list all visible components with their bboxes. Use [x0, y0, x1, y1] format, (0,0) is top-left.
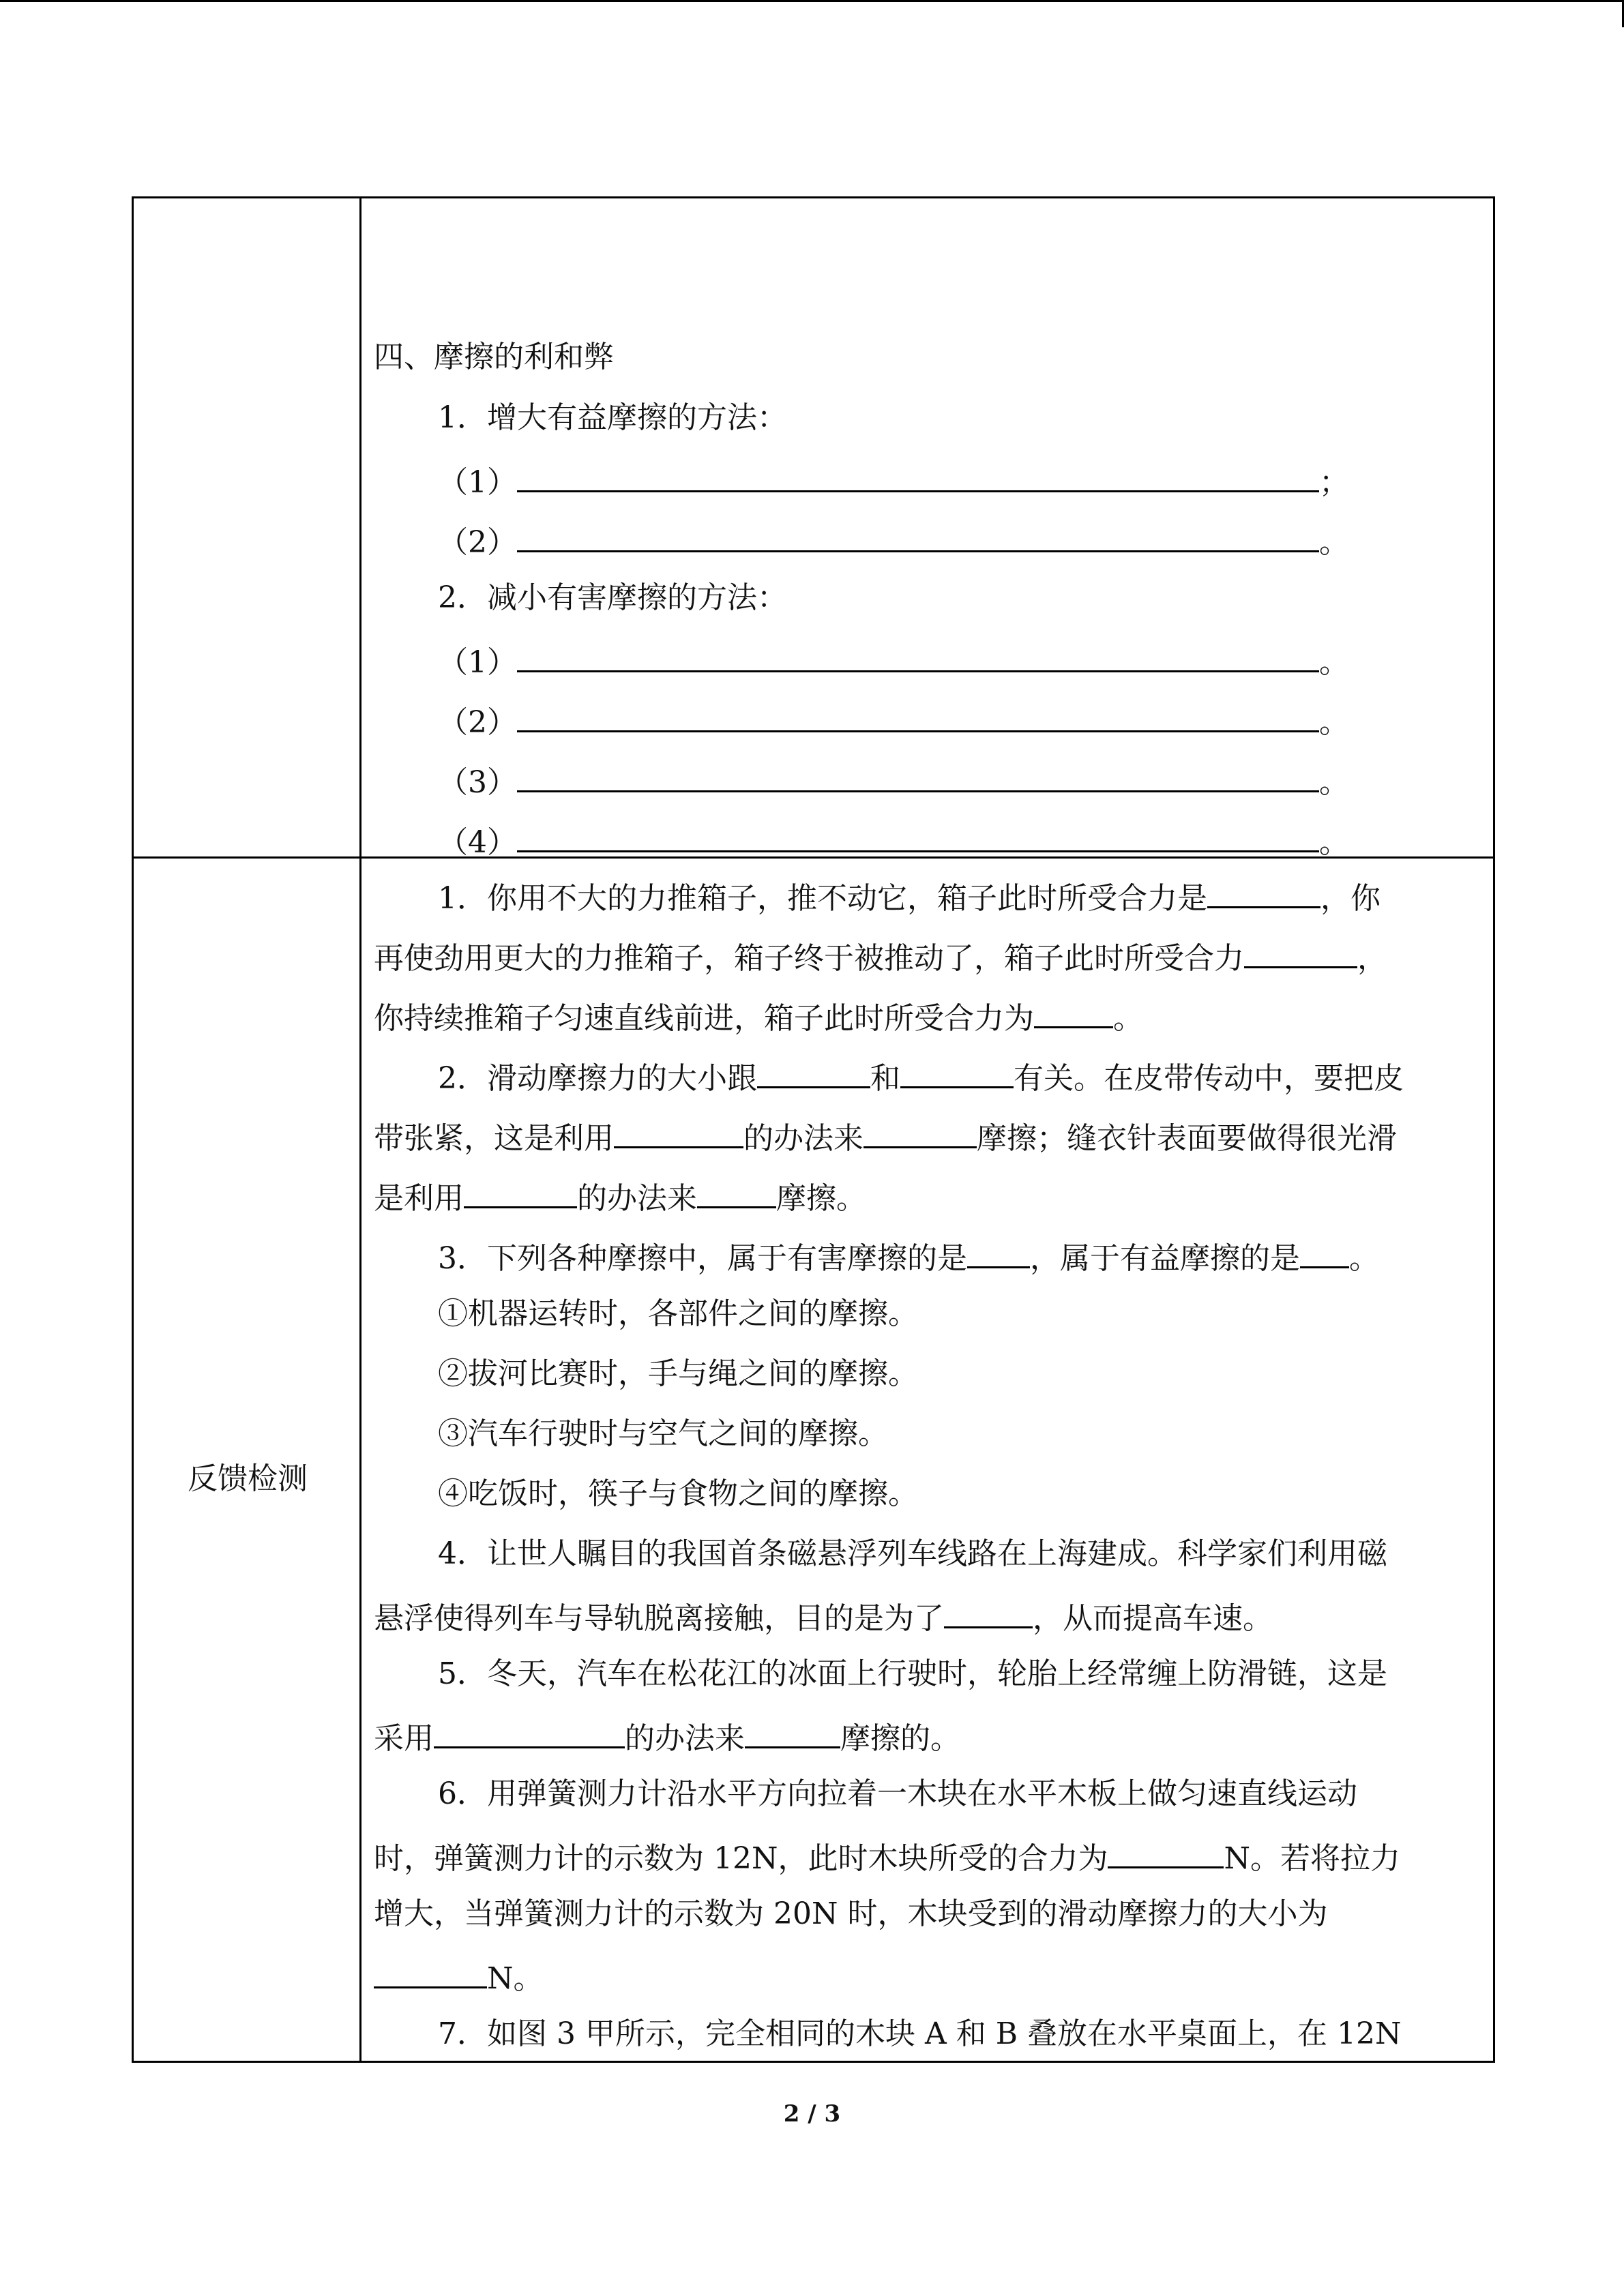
row-label-feedback: 反馈检测: [188, 1461, 308, 1496]
page-top-border: [0, 0, 1624, 2]
worksheet-table: [132, 196, 1495, 2063]
text-line: 带张紧，这是利用 的办法来 摩擦；缝衣针表面要做得很光滑: [374, 1114, 1397, 1159]
answer-blank[interactable]: [434, 1714, 625, 1748]
answer-blank[interactable]: [1108, 1834, 1224, 1868]
content-cell-friction: [361, 198, 1494, 858]
list-item: （3） 。: [438, 758, 1349, 803]
list-item: ③汽车行驶时与空气之间的摩擦。: [438, 1416, 888, 1451]
question-title: 2．减小有害摩擦的方法：: [438, 580, 787, 615]
content-cell-feedback: [361, 858, 1494, 2062]
text-line: 7．如图 3 甲所示，完全相同的木块 A 和 B 叠放在水平桌面上，在 12N: [438, 2016, 1402, 2051]
label-cell-empty: [133, 198, 361, 858]
text-line: 2．滑动摩擦力的大小跟 和 有关。在皮带传动中，要把皮: [438, 1054, 1404, 1099]
page-number: 2 / 3: [783, 2100, 841, 2128]
answer-blank[interactable]: [517, 818, 1319, 852]
text-line: 5．冬天，汽车在松花江的冰面上行驶时，轮胎上经常缠上防滑链，这是: [438, 1656, 1387, 1691]
answer-blank[interactable]: [697, 1174, 776, 1208]
list-item: （2） 。: [438, 698, 1349, 743]
text-line: 1．你用不大的力推箱子，推不动它，箱子此时所受合力是 ，你: [438, 874, 1381, 919]
answer-blank[interactable]: [517, 638, 1319, 672]
answer-blank[interactable]: [745, 1714, 840, 1748]
answer-blank[interactable]: [1300, 1234, 1349, 1268]
text-line: 采用 的办法来 摩擦的。: [374, 1714, 960, 1759]
text-line: 6．用弹簧测力计沿水平方向拉着一木块在水平木板上做匀速直线运动: [438, 1776, 1357, 1811]
answer-blank[interactable]: [1244, 934, 1357, 968]
list-item: （1） 。: [438, 638, 1349, 683]
table-row: [133, 858, 1494, 2062]
answer-blank[interactable]: [517, 458, 1319, 492]
list-item: ②拔河比赛时，手与绳之间的摩擦。: [438, 1356, 918, 1391]
answer-blank[interactable]: [967, 1234, 1030, 1268]
answer-blank[interactable]: [944, 1594, 1033, 1628]
question-title: 1．增大有益摩擦的方法：: [438, 400, 787, 435]
text-line: 增大，当弹簧测力计的示数为 20N 时，木块受到的滑动摩擦力的大小为: [374, 1896, 1328, 1931]
text-line: 再使劲用更大的力推箱子，箱子终于被推动了，箱子此时所受合力 ，: [374, 934, 1387, 979]
text-line: 悬浮使得列车与导轨脱离接触，目的是为了 ，从而提高车速。: [374, 1594, 1273, 1639]
label-cell: [133, 858, 361, 2062]
text-line: N。: [374, 1954, 544, 1999]
text-line: 时，弹簧测力计的示数为 12N，此时木块所受的合力为 N。若将拉力: [374, 1834, 1400, 1879]
answer-blank[interactable]: [517, 698, 1319, 732]
answer-blank[interactable]: [863, 1114, 977, 1148]
text-line: 4．让世人瞩目的我国首条磁悬浮列车线路在上海建成。科学家们利用磁: [438, 1536, 1387, 1571]
list-item: ④吃饭时，筷子与食物之间的摩擦。: [438, 1476, 918, 1511]
list-item: （1） ；: [438, 458, 1349, 503]
table-row: [133, 198, 1494, 858]
list-item: （2） 。: [438, 518, 1349, 563]
answer-blank[interactable]: [517, 758, 1319, 792]
list-item: （4） 。: [438, 818, 1349, 856]
text-line: 你持续推箱子匀速直线前进，箱子此时所受合力为 。: [374, 994, 1143, 1039]
text-line: 是利用 的办法来 摩擦。: [374, 1174, 866, 1219]
answer-blank[interactable]: [1207, 874, 1320, 908]
section-heading: 四、摩擦的利和弊: [374, 340, 614, 374]
answer-blank[interactable]: [374, 1954, 487, 1988]
list-item: ①机器运转时，各部件之间的摩擦。: [438, 1296, 918, 1331]
answer-blank[interactable]: [1034, 994, 1113, 1028]
text-line: 3．下列各种摩擦中，属于有害摩擦的是 ，属于有益摩擦的是 。: [438, 1234, 1379, 1279]
answer-blank[interactable]: [614, 1114, 743, 1148]
answer-blank[interactable]: [900, 1054, 1014, 1088]
answer-blank[interactable]: [517, 518, 1319, 552]
answer-blank[interactable]: [464, 1174, 577, 1208]
answer-blank[interactable]: [757, 1054, 870, 1088]
